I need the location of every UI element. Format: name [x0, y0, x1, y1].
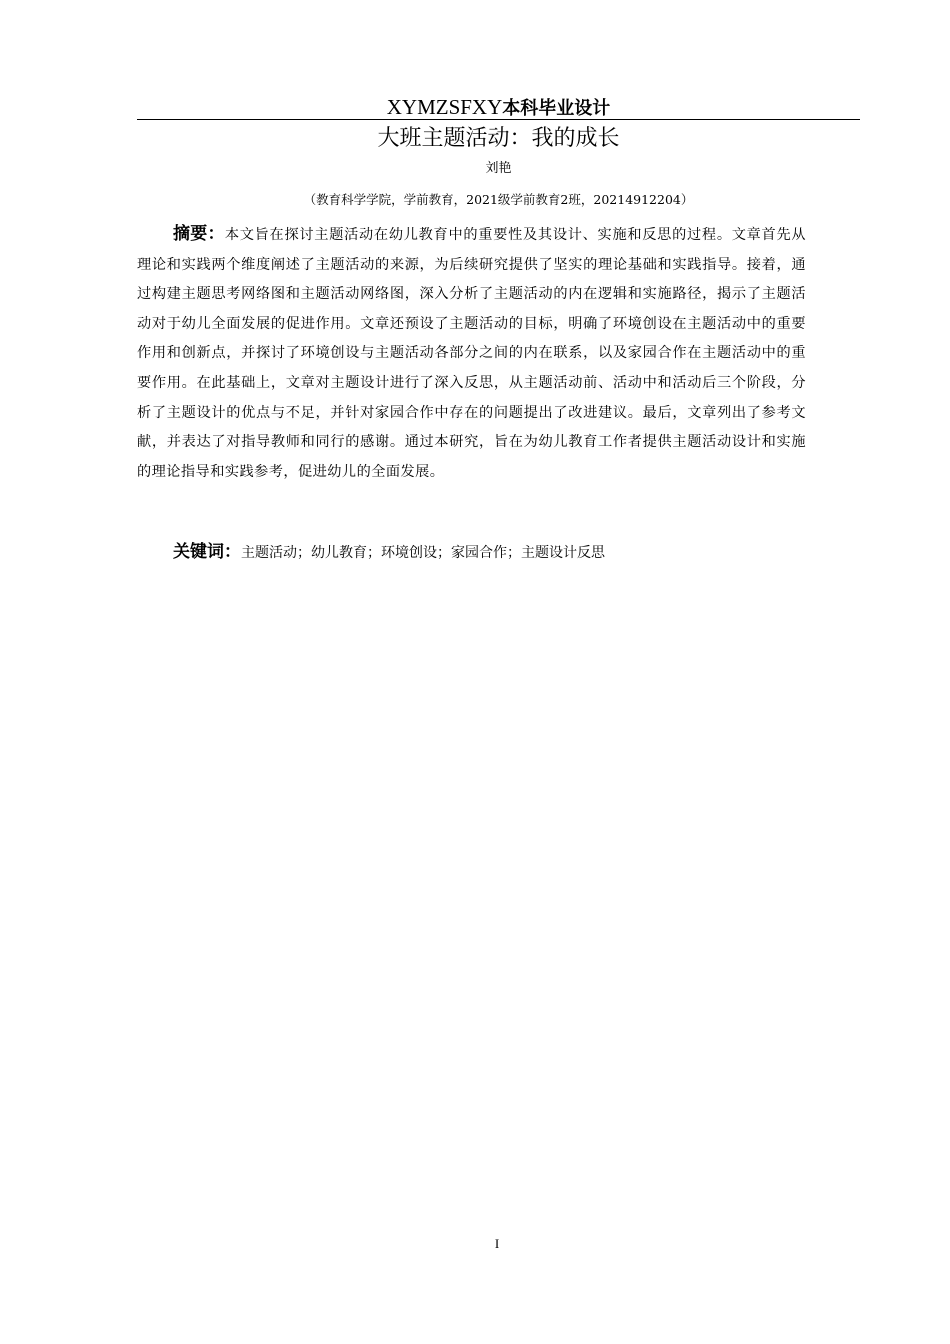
keywords-label: 关键词：	[173, 542, 241, 562]
author-affiliation: （教育科学学院，学前教育，2021级学前教育2班，20214912204）	[303, 192, 694, 207]
abstract-text: 本文旨在探讨主题活动在幼儿教育中的重要性及其设计、实施和反思的过程。文章首先从理论和实践两个维度阐述了主题活动的来源，为后续研究提供了坚实的理论基础和实践指导。接着，通过构建主题思考网络图和主题活动网络图，深入分析了主题活动的内在逻辑和实施路径，揭示了主题活动对于幼儿全面发展的促进作用。文章还预设了主题活动的目标，明确了环境创设在主题活动中的重要作用和创新点，并探讨了环境创设与主题活动各部分之间的内在联系，以及家园合作在主题活动中的重要作用。在此基础上，文章对主题设计进行了深入反思，从主题活动前、活动中和活动后三个阶段，分析了主题设计的优点与不足，并针对家园合作中存在的问题提出了改进建议。最后，文章列出了参考文献，并表达了对指导教师和同行的感谢。通过本研究，旨在为幼儿教育工作者提供主题活动设计和实施的理论指导和实践参考，促进幼儿的全面发展。	[137, 227, 807, 480]
header-suffix: 本科毕业设计	[502, 98, 611, 119]
keywords-line	[173, 538, 813, 568]
header-rule	[137, 119, 860, 120]
author-name: 刘艳	[485, 161, 512, 176]
document-header	[137, 95, 860, 119]
paper-title: 大班主题活动：我的成长	[377, 126, 620, 151]
page-number: I	[494, 1236, 500, 1251]
abstract-label: 摘要：	[173, 224, 225, 244]
header-code: XYMZSFXY	[386, 95, 503, 119]
keywords-text: 主题活动；幼儿教育；环境创设；家园合作；主题设计反思	[241, 545, 605, 561]
abstract-paragraph	[137, 220, 806, 487]
